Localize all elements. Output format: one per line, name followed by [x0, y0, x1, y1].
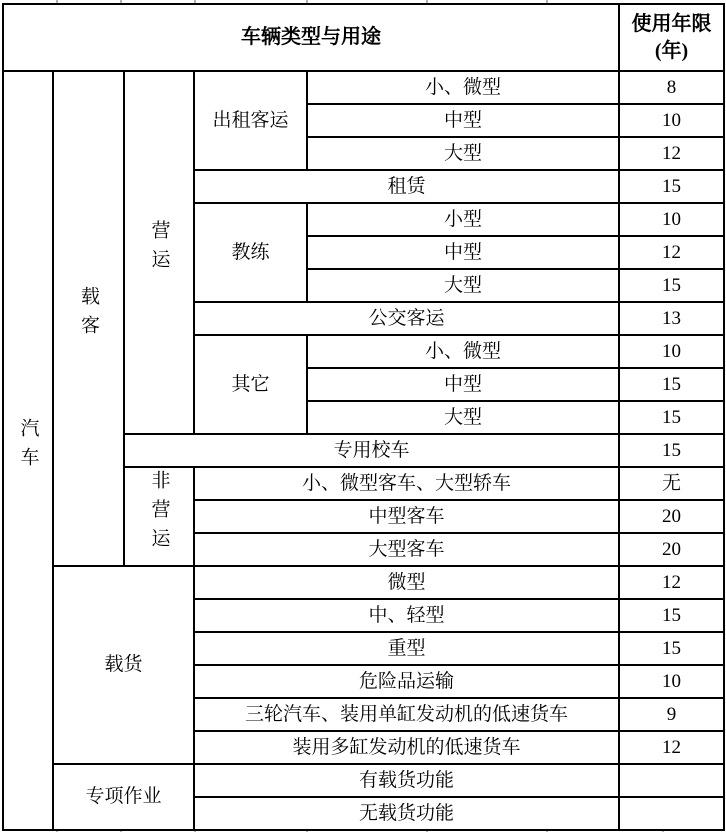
vehicle-type-cell: 小型 [307, 203, 619, 236]
service-life-cell: 20 [619, 533, 724, 566]
header-service-life-line2: (年) [654, 39, 689, 62]
service-life-cell: 10 [619, 335, 724, 368]
service-life-cell: 15 [619, 170, 724, 203]
vehicle-type-cell: 大型 [307, 269, 619, 302]
vehicle-type-cell: 专用校车 [124, 434, 619, 467]
group-cell-training [194, 203, 307, 302]
vehicle-type-cell: 重型 [194, 632, 619, 665]
service-life-cell [619, 764, 724, 797]
service-life-cell: 9 [619, 698, 724, 731]
service-life-cell: 15 [619, 269, 724, 302]
service-life-cell: 10 [619, 665, 724, 698]
service-life-cell: 13 [619, 302, 724, 335]
vehicle-type-cell: 大型 [307, 401, 619, 434]
vehicle-type-cell: 大型客车 [194, 533, 619, 566]
group-cell-taxi [194, 71, 307, 170]
service-life-cell: 15 [619, 401, 724, 434]
group-non-commercial-label: 非营运 [148, 469, 170, 557]
group-training-label: 教练 [231, 241, 270, 263]
table-row [3, 764, 724, 797]
header-row [3, 4, 724, 71]
vehicle-type-cell: 装用多缸发动机的低速货车 [194, 731, 619, 764]
group-cell-passenger [53, 71, 124, 566]
service-life-cell: 15 [619, 632, 724, 665]
header-service-life [619, 4, 724, 71]
service-life-cell: 8 [619, 71, 724, 104]
table-row [3, 71, 724, 104]
group-passenger-label: 载客 [78, 286, 99, 345]
vehicle-type-cell: 中、轻型 [194, 599, 619, 632]
vehicle-type-cell: 小、微型 [307, 71, 619, 104]
service-life-cell: 15 [619, 368, 724, 401]
group-taxi-label: 出租客运 [212, 109, 289, 131]
service-life-cell: 10 [619, 104, 724, 137]
service-life-cell: 15 [619, 434, 724, 467]
group-cell-other [194, 335, 307, 434]
vehicle-type-cell: 中型客车 [194, 500, 619, 533]
service-life-cell: 12 [619, 236, 724, 269]
header-vehicle-type-label: 车辆类型与用途 [241, 26, 382, 48]
header-vehicle-type [3, 4, 619, 71]
group-automobile-label: 汽车 [17, 418, 39, 477]
service-life-cell: 10 [619, 203, 724, 236]
vehicle-type-cell: 中型 [307, 368, 619, 401]
vehicle-type-cell: 微型 [194, 566, 619, 599]
vehicle-type-cell: 大型 [307, 137, 619, 170]
vehicle-service-life-table [2, 3, 725, 831]
service-life-cell: 12 [619, 566, 724, 599]
service-life-cell: 无 [619, 467, 724, 500]
group-cell-special-operation [53, 764, 194, 830]
header-service-life-line1: 使用年限 [631, 12, 712, 35]
service-life-cell: 20 [619, 500, 724, 533]
service-life-cell: 12 [619, 137, 724, 170]
vehicle-type-cell: 危险品运输 [194, 665, 619, 698]
group-other-label: 其它 [231, 373, 270, 395]
vehicle-type-cell: 中型 [307, 236, 619, 269]
group-cargo-label: 载货 [104, 654, 143, 676]
vehicle-type-cell: 有载货功能 [194, 764, 619, 797]
service-life-cell: 12 [619, 731, 724, 764]
service-life-cell [619, 797, 724, 830]
group-cell-non-commercial [124, 467, 194, 566]
table-row [3, 566, 724, 599]
group-cell-cargo [53, 566, 194, 764]
vehicle-type-cell: 公交客运 [194, 302, 619, 335]
group-special-operation-label: 专项作业 [85, 786, 162, 808]
vehicle-type-cell: 中型 [307, 104, 619, 137]
vehicle-type-cell: 三轮汽车、装用单缸发动机的低速货车 [194, 698, 619, 731]
vehicle-type-cell: 小、微型 [307, 335, 619, 368]
group-cell-commercial [124, 71, 194, 434]
vehicle-type-cell: 小、微型客车、大型轿车 [194, 467, 619, 500]
vehicle-type-cell: 无载货功能 [194, 797, 619, 830]
group-cell-automobile [3, 71, 53, 830]
vehicle-type-cell: 租赁 [194, 170, 619, 203]
group-commercial-label: 营运 [148, 220, 170, 279]
service-life-cell: 15 [619, 599, 724, 632]
